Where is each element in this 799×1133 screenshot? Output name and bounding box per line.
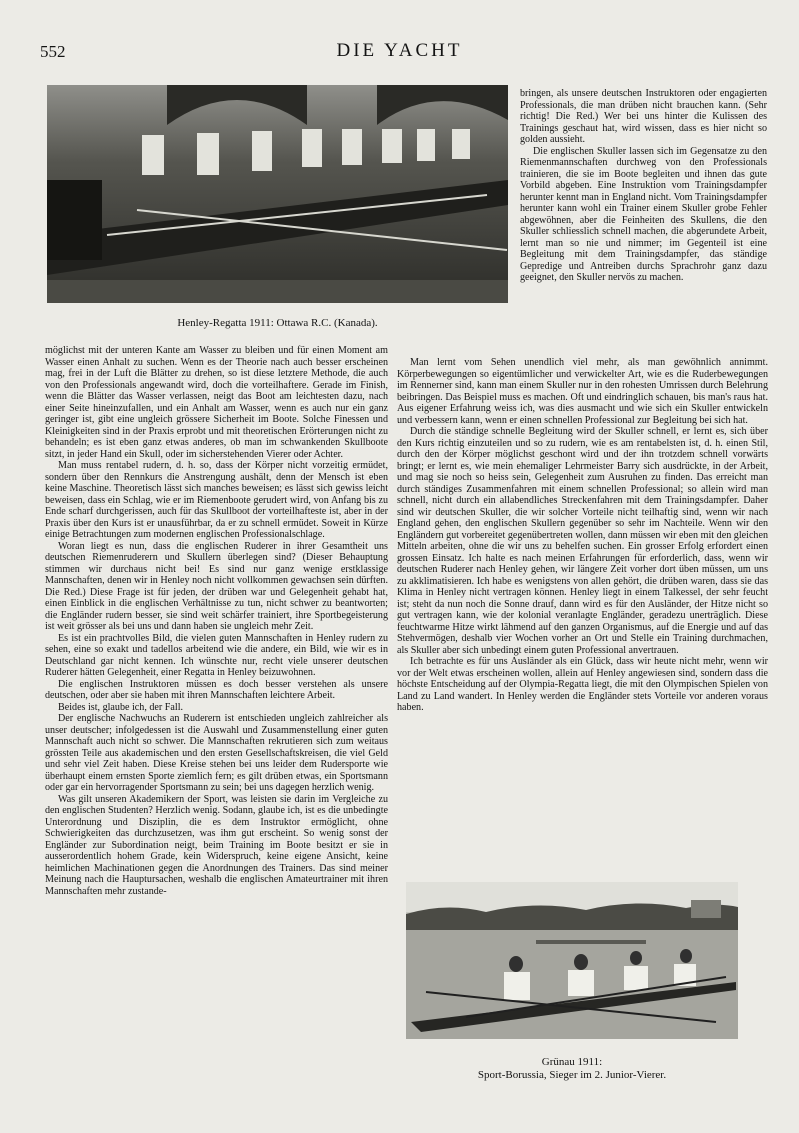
caption-gruenau-line2: Sport-Borussia, Sieger im 2. Junior-Vierer.	[477, 1069, 667, 1081]
paragraph: Die englischen Skuller lassen sich im Gegensatze zu den Riemenmannschaften durchweg von den Professionals trainieren, die sie im Boote begleiten und ihnen das gute Vorbild abgeben. Eine Instruktion vom Trainingsdampfer herunter kennt man in England nicht. Vom Trainingsdampfer herunter kann wohl ein Trainer einem Skuller grobe Fehler abgewöhnen, aber die Feinheiten des Skullens, die den Skuller schliesslich schnell machen, die abgerundete Arbeit, lernt man so nie und nimmer; im Gegenteil ist eine Begleitung mit dem Trainingsdampfer, das ständige Gepredige und Antreiben durchs Sprachrohr ganz dazu geeignet, den Skuller nervös zu machen.	[520, 145, 767, 283]
photo-henley-regatta	[47, 85, 508, 303]
paragraph: möglichst mit der unteren Kante am Wasser zu bleiben und für einen Moment am Wasser einen Anhalt zu suchen. Wenn es der Theorie nach auch besser erscheinen mag, frei in der Luft die Blätter zu drehen, so ist diese letztere Methode, die auch von den Professionals angewandt wird, doch die vorteilhaftere. Gerade im Finish, wenn die Blätter das Wasser verlassen, neigt das Boot am leichtesten dazu, nach einer Seite hineinzufallen, und ein Anhalt am Wasser, wenn es auch nur ein ganz geringer ist, gibt eine ungleich grössere Sicherheit im Boote. Solche Finessen und Kleinigkeiten sind in der Praxis erprobt und mit theoretischen Erörterungen nicht zu behandeln; es ist eben ganz etwas anderes, ob man im schwankenden Skullboote sitzt, in jeder Hand ein Skull, oder im sicherstehenden Vierer oder Achter.	[45, 345, 388, 460]
paragraph: Der englische Nachwuchs an Ruderern ist entschieden ungleich zahlreicher als unser deutscher; infolgedessen ist die Auswahl und Zusammenstellung einer guten Mannschaft auch nicht so schwer. Die Mannschaften rekrutieren sich zum weitaus grössten Teile aus akademischen und den ersten Gesellschaftskreisen, die viel Geld und sehr viel Zeit haben. Diese Kreise stehen bei uns leider dem Rudersporte wie überhaupt einem ernsten Sporte ziemlich fern; es gilt drüben etwas, ein Sportsmann oder gar ein hervorragender Sportsmann zu sein; bei uns dagegen herzlich wenig.	[45, 713, 388, 793]
paragraph: Die englischen Instruktoren müssen es doch besser verstehen als unsere deutschen, oder aber sie haben mit ihren Mannschaften leichtere Arbeit.	[45, 678, 388, 701]
caption-gruenau-line1: Grünau 1911:	[541, 1056, 603, 1068]
right-column-top	[520, 88, 767, 284]
paragraph: Beides ist, glaube ich, der Fall.	[58, 701, 184, 713]
paragraph: Es ist ein prachtvolles Bild, die vielen guten Mannschaften in Henley rudern zu sehen, eine so exakt und tadellos arbeitend wie die andere, ein Bild, wie wir es in Deutschland gar nicht kennen. Ich wünschte nur, recht viele unserer deutschen Ruderer hätten Gelegenheit, einer Regatta in Henley beizuwohnen.	[45, 632, 388, 678]
paragraph: Ich betrachte es für uns Ausländer als ein Glück, dass wir heute nicht mehr, wenn wir vor der Welt etwas erscheinen wollen, allein auf Henley angewiesen sind, sondern dass die höchste Entscheidung auf der Olympia-Regatta liegt, die mit den Olympischen Spielen von Land zu Land wandert. In Henley werden die Engländer stets Vorteile vor anderen voraus haben.	[397, 656, 768, 713]
caption-gruenau	[406, 1056, 738, 1082]
running-title: DIE YACHT	[336, 40, 463, 61]
paragraph: Man lernt vom Sehen unendlich viel mehr, als man gewöhnlich annimmt. Körperbewegungen so eigentümlicher und verwickelter Art, wie es die Ruderbewegungen im Rennerner sind, kann man einem Skuller nur in den rohesten Umrissen durch Belehrung beibringen. Das Beispiel muss es machen. Oft und eindringlich schauen, bis man's raus hat. Aus eigener Erfahrung weiss ich, was dies ausmacht und wie sich ein Skuller entwickeln und verbessern kann, wenn er einen schnellen Professional zur Begleitung bei sich hat.	[397, 357, 768, 426]
left-column	[45, 345, 388, 897]
paragraph: Woran liegt es nun, dass die englischen Ruderer in ihrer Gesamtheit uns deutschen Riemenruderern und Skullern überlegen sind? (Dieser Behauptung stimmen wir durchaus nicht bei! Es sind nur ganz wenige erstklassige Mannschaften, denen wir in Henley noch nicht vollkommen gewachsen sein dürften. Die Red.) Diese Frage ist für jeden, der drüben war und Gelegenheit gehabt hat, einen Einblick in die englischen Verhältnisse zu tun, nicht schwer zu beantworten; die Engländer rudern besser, sie sind weit schärfer trainiert, ihre Sportbegeisterung ist weit grösser als bei uns und dann haben sie ungleich mehr Zeit.	[45, 540, 388, 632]
page-number: 552	[40, 42, 66, 61]
photo-gruenau	[406, 882, 738, 1039]
right-column-lower	[397, 357, 768, 714]
paragraph: Man muss rentabel rudern, d. h. so, dass der Körper nicht vorzeitig ermüdet, sondern über den Rennkurs die Anstrengung aushält, denn der Mensch ist eben keine Maschine. Theoretisch lässt sich manches beweisen; es lässt sich gewiss leicht beweisen, dass ein Schlag, wie er im Riemenboote gerudert wird, von Anfang bis zu Ende scharf durchgerissen, auch für das Skullboot der vorteilhafteste ist, aber in der Praxis über den Kurs ist er unausführbar, da er zu schnell ermüdet. Soweit in Kürze einige Betrachtungen zum modernen englischen Professionalschlage.	[45, 460, 388, 540]
paragraph: Durch die ständige schnelle Begleitung wird der Skuller schnell, er lernt es, sich über den Kurs richtig einzuteilen und so zu rudern, wie es am rentabelsten ist, d. h. einen Stil, durch den der Körper möglichst geschont wird und der ihn trotzdem schnell vorwärts bringt; er lernt es, wie mein ehemaliger Lehrmeister Barry sich ausdrückte, in der Arbeit, und mag sie noch so heiss sein, Gelegenheit zum Ausruhen zu finden. Das erreicht man durch ständiges Zusammenfahren mit einem schnellen Professional; so allein wird man schnell, nicht durch ein allabendliches Streckenfahren mit dem Trainingsdampfer. Daher sind wir deutschen Skuller, die wir solcher Vorteile nicht teilhaftig sind, wenn wir nach England gehen, den englischen Skullern gegenüber so sehr im Nachteile. Wenn wir den Engländern gut vorbereitet gegenübertreten wollen, dann müssen wir eben mit den gleichen Mitteln arbeiten, ohne die wir uns zu behelfen suchen. Ein grosser Erfolg erfordert einen grossen Einsatz. Ich halte es nach meinen Erfahrungen für erforderlich, dass, wenn wir deutschen Ruderer nach Henley gehen, wir längere Zeit vorher dort üben müssen, um uns zu akklimatisieren. Ich habe es wenigstens von allen gehört, die drüben waren, dass sie das Klima in Henley nicht vertragen können. Henley liegt in einem Talkessel, der sehr feucht ist; steht da nun noch die Sonne drauf, dann wird es für den Ausländer, der Hitze nicht so gut vertragen kann, wie der kolonial veranlagte Engländer, geradezu unerträglich. Diese feuchtwarme Hitze wirkt lähmend auf den ganzen Organismus, auf die Energie und auf das Stehvermögen, deshalb vier Wochen vorher an Ort und Stelle ein Training durchmachen, als Skuller aber sich unbedingt einem guten Professional anvertrauen.	[397, 426, 768, 656]
paragraph: bringen, als unsere deutschen Instruktoren oder engagierten Professionals, die man drüben nicht brauchen kann. (Sehr richtig! Die Red.) Wer bei uns hinter die Kulissen des Trainings geschaut hat, wird wissen, dass es hier nicht so golden aussieht.	[520, 88, 767, 145]
caption-henley: Henley-Regatta 1911: Ottawa R.C. (Kanada).	[177, 317, 378, 329]
paragraph: Was gilt unseren Akademikern der Sport, was leisten sie darin im Vergleiche zu den englischen Studenten? Herzlich wenig. Sodann, glaube ich, ist es die unbedingte Unterordnung und Disziplin, die es dem Instruktor ermöglicht, ohne Schwierigkeiten das durchzusetzen, was ihm gut erscheint. So wenig sonst der Engländer zur Subordination neigt, beim Training im Boote besitzt er sie in ausserordentlich hohem Grade, kein Widerspruch, keine eigene Ansicht, keine heimlichen Machinationen gegen die Anordnungen des Trainers. Das sind meiner Meinung nach die Hauptursachen, weshalb die englischen Amateurtrainer mit ihren Mannschaften mehr zustande-	[45, 793, 388, 897]
